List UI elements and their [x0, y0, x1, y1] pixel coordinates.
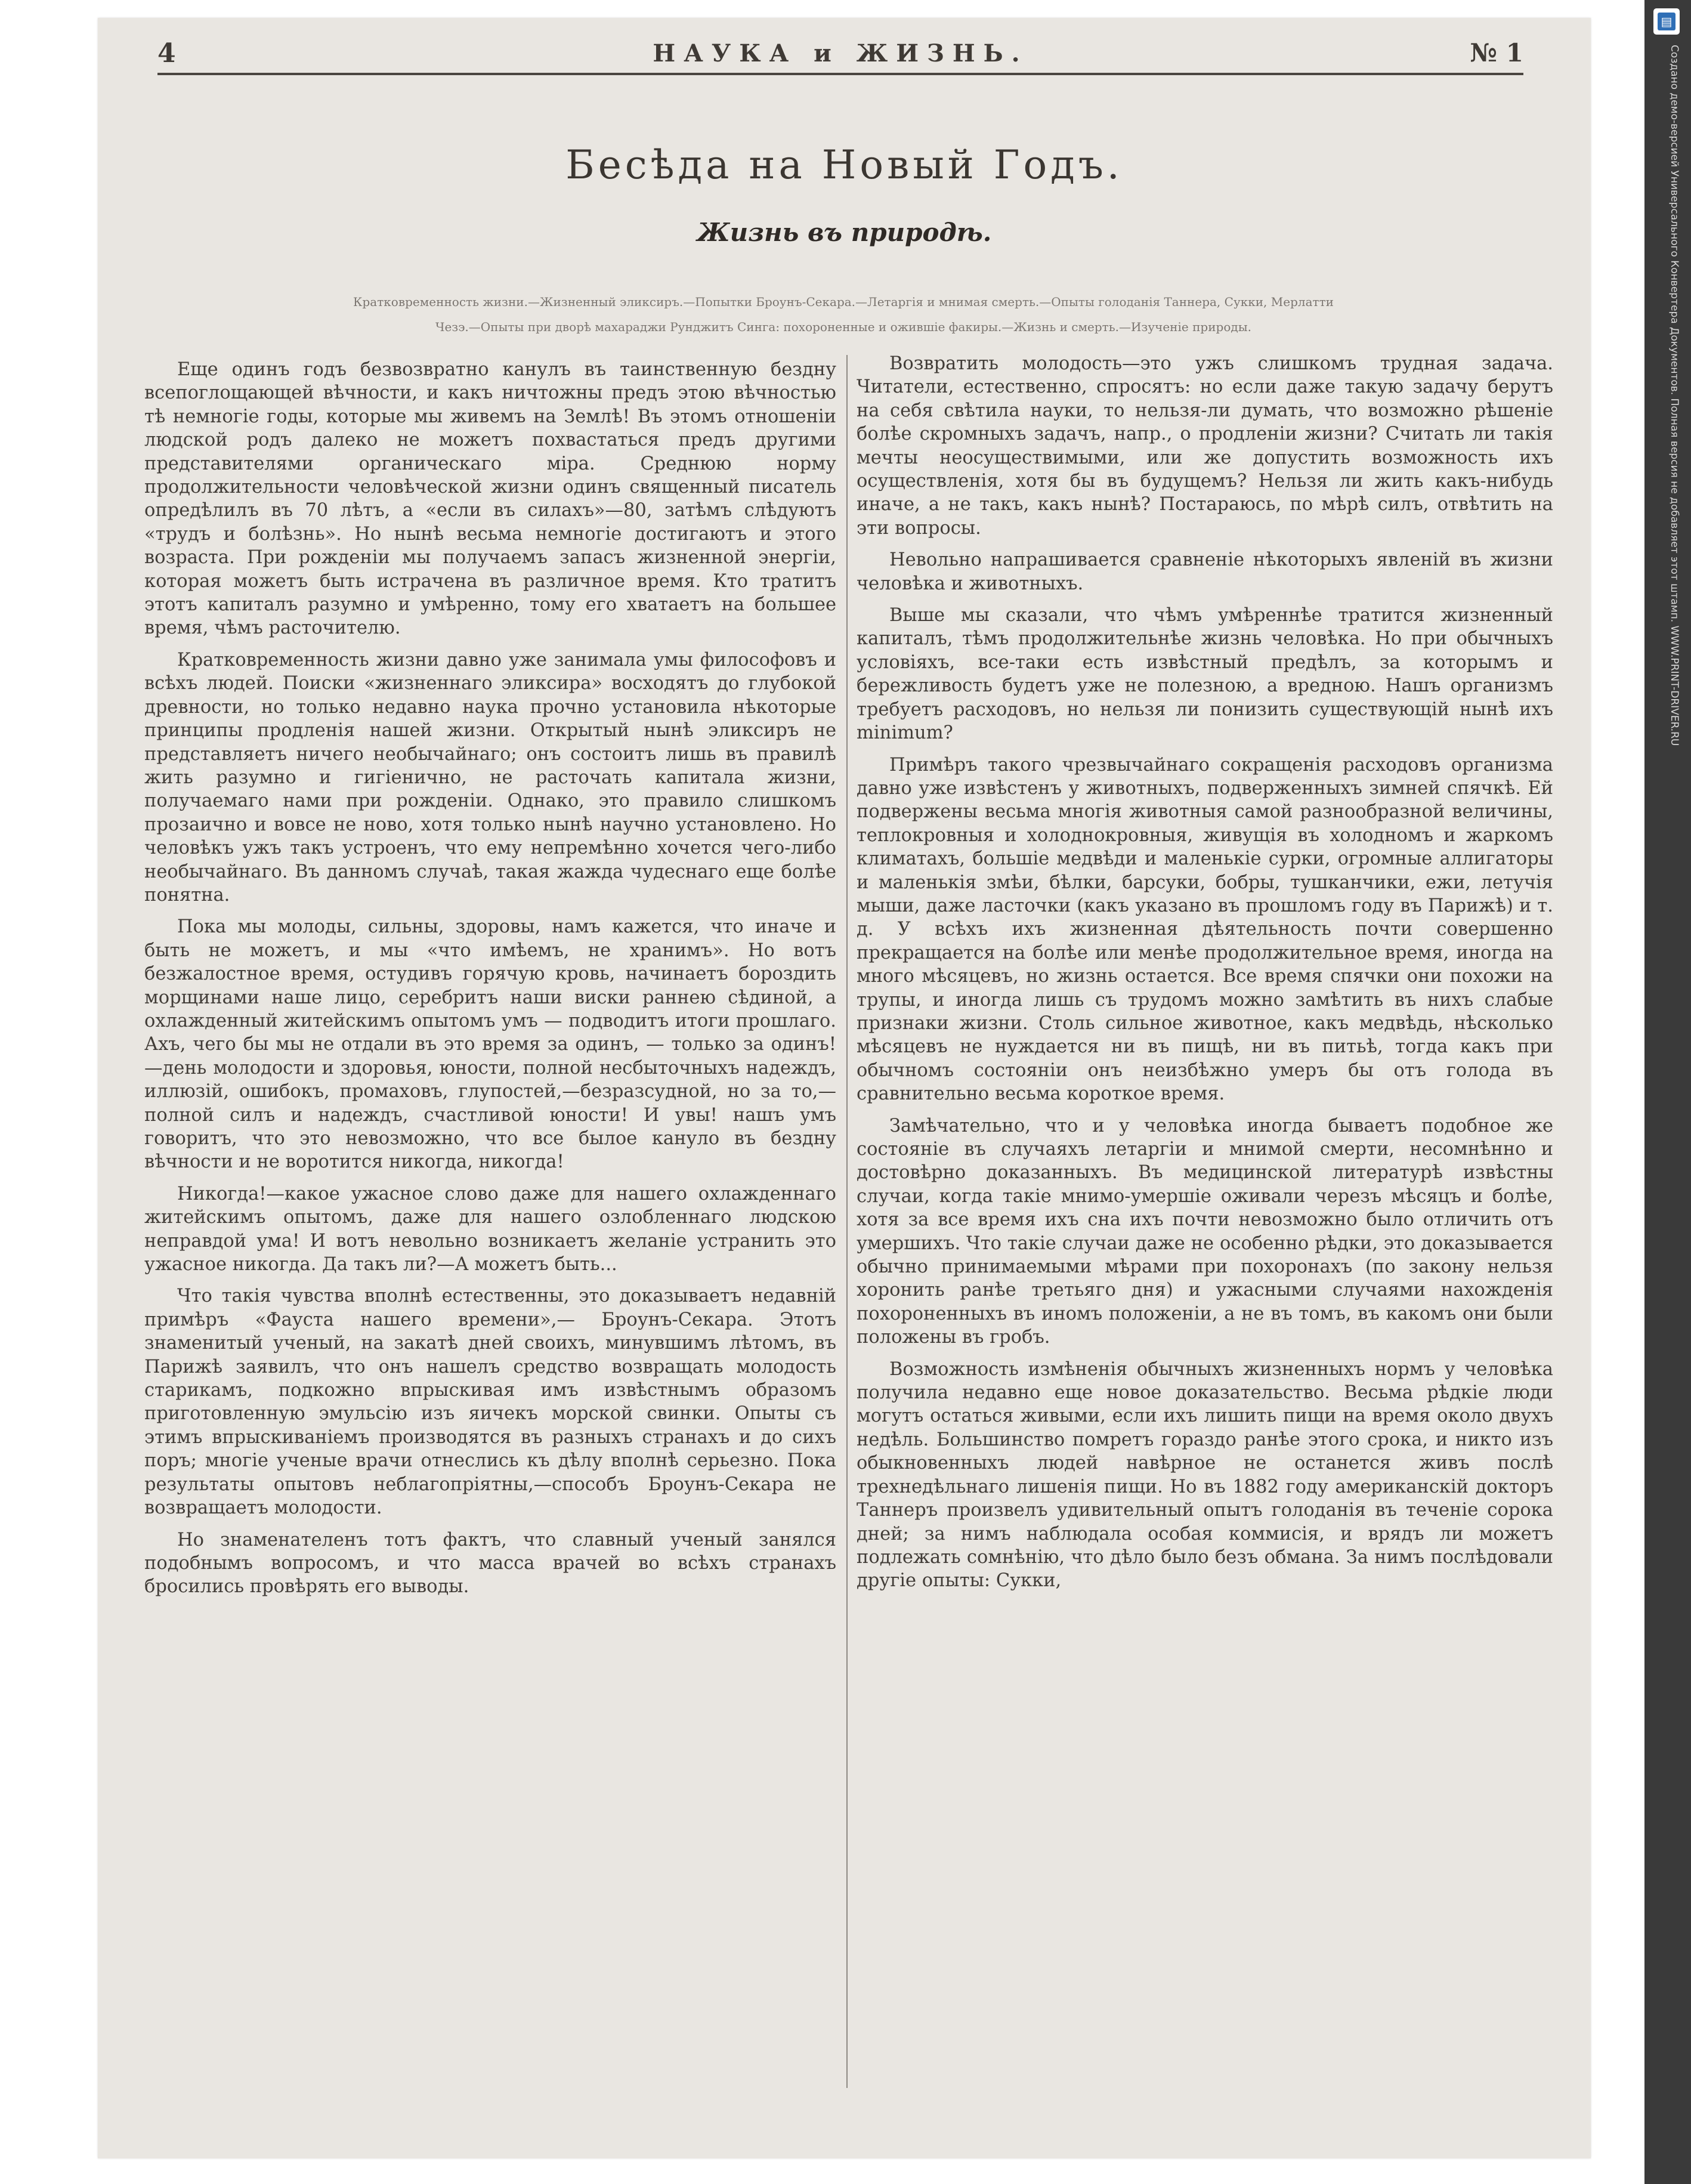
masthead: НАУКА и ЖИЗНЬ.: [653, 39, 1028, 67]
page-header: [157, 32, 1523, 74]
paragraph: Пока мы молоды, сильны, здоровы, намъ кажется, что иначе и быть не можетъ, и мы «что имѣемъ, не хранимъ». Но вотъ безжалостное время, остудивъ горячую кровь, начинаетъ бороздить морщинами наше лицо, серебритъ наши виски раннею сѣдиной, а охлажденный житейскимъ опытомъ умъ — подводитъ итоги прошлаго. Ахъ, чего бы мы не отдали въ это время за одинъ, — только за одинъ!—день молодости и здоровья, юности, полной несбыточныхъ надеждъ, иллюзій, ошибокъ, промаховъ, глупостей,—безразсудной, но за то,—полной силъ и надеждъ, счастливой юности! И увы! нашъ умъ говоритъ, что это невозможно, что все былое кануло въ бездну вѣчности и не воротится никогда, никогда!: [144, 916, 836, 1173]
paragraph: Возвратить молодость—это ужъ слишкомъ трудная задача. Читатели, естественно, спросятъ: но если даже такую задачу берутъ на себя свѣтила науки, то нельзя-ли думать, что возможно рѣшеніе болѣе скромныхъ задачъ, напр., о продленіи жизни? Считать ли такія мечты неосуществимыми, или же допустить возможность ихъ осуществленія, хотя бы въ будущемъ? Нельзя ли жить какъ-нибудь иначе, а не такъ, какъ нынѣ? Постараюсь, по мѣрѣ силъ, отвѣтить на эти вопросы.: [857, 353, 1553, 539]
page-number: 4: [157, 38, 176, 69]
column-divider: [846, 355, 848, 2088]
paragraph: Никогда!—какое ужасное слово даже для нашего охлажденнаго житейскимъ опытомъ, даже для нашего озлобленнаго людскою неправдой ума! И вотъ невольно возникаетъ желаніе устранить это ужасное никогда. Да такъ ли?—А можетъ быть...: [144, 1183, 836, 1275]
demo-watermark-note: Создано демо-версией Универсального Конвертера Документов. Полная версия не добавляет этот штамп. WWW.PRINT-DRIVER.RU: [1668, 45, 1680, 746]
header-rule: [157, 73, 1523, 75]
paragraph: Что такія чувства вполнѣ естественны, это доказываетъ недавній примѣръ «Фауста нашего времени»,— Броунъ-Секара. Этотъ знаменитый ученый, на закатѣ дней своихъ, минувшимъ лѣтомъ, въ Парижѣ заявилъ, что онъ нашелъ средство возвращать молодость старикамъ, подкожно впрыскивая имъ извѣстнымъ образомъ приготовленную эмульсію изъ яичекъ морской свинки. Опыты съ этимъ впрыскиваніемъ производятся въ разныхъ странахъ и до сихъ поръ; многіе ученые врачи отнеслись къ дѣлу вполнѣ серьезно. Пока результаты опытовъ неблагопріятны,—способъ Броунъ-Секара не возвращаетъ молодости.: [144, 1286, 836, 1519]
summary-line: Кратковременность жизни.—Жизненный эликсиръ.—Попытки Броунъ-Секара.—Летаргія и мнимая смерть.—Опыты голоданія Таннера, Сукки, Мерлатти: [353, 295, 1334, 309]
paragraph: Еще одинъ годъ безвозвратно канулъ въ таинственную бездну всепоглощающей вѣчности, и какъ ничтожны предъ этою вѣчностью тѣ немногіе годы, которые мы живемъ на Землѣ! Въ этомъ отношеніи людской родъ далеко не можетъ похвастаться предъ другими представителями органическаго міра. Среднюю норму продолжительности человѣческой жизни одинъ священный писатель опредѣлилъ въ 70 лѣтъ, а «если въ силахъ»—80, затѣмъ слѣдуютъ «трудъ и болѣзнь». Но нынѣ весьма немногіе достигаютъ и этого возраста. При рожденіи мы получаемъ запасъ жизненной энергіи, которая можетъ быть истрачена въ различное время. Кто тратитъ этотъ капиталъ разумно и умѣренно, тому его хватаетъ на большее время, чѣмъ расточителю.: [144, 359, 836, 639]
paragraph: Кратковременность жизни давно уже занимала умы философовъ и всѣхъ людей. Поиски «жизненнаго эликсира» восходятъ до глубокой древности, но только недавно наука прочно установила нѣкоторые принципы продленія нашей жизни. Открытый нынѣ эликсиръ не представляетъ ничего необычайнаго; онъ состоитъ лишь въ правилѣ жить разумно и гигіенично, не расточать капитала жизни, получаемаго нами при рожденіи. Однако, это правило слишкомъ прозаично и вовсе не ново, хотя только нынѣ научно установлено. Но человѣкъ ужъ такъ устроенъ, что ему непремѣнно хочется чего-либо необычайнаго. Въ данномъ случаѣ, такая жажда чудеснаго еще болѣе понятна.: [144, 649, 836, 906]
scanned-page: [98, 18, 1591, 2158]
summary-line: Чезэ.—Опыты при дворѣ махараджи Рунджитъ Синга: похороненные и ожившіе факиры.—Жизнь и смерть.—Изученіе природы.: [435, 320, 1251, 334]
paragraph: Замѣчательно, что и у человѣка иногда бываетъ подобное же состояніе въ случаяхъ летаргіи и мнимой смерти, несомнѣнно и достовѣрно доказанныхъ. Въ медицинской литературѣ извѣстны случаи, когда такіе мнимо-умершіе оживали черезъ мѣсяцъ и болѣе, хотя за все время ихъ сна ихъ почти невозможно было отличить отъ умершихъ. Что такіе случаи даже не особенно рѣдки, это доказывается обычно принимаемыми мѣрами при похоронахъ (по закону нельзя хоронить ранѣе третьяго дня) и ужасными случаями нахожденія похороненныхъ въ иномъ положеніи, а не въ томъ, въ какомъ они были положены въ гробъ.: [857, 1115, 1553, 1348]
paragraph: Но знаменателенъ тотъ фактъ, что славный ученый занялся подобнымъ вопросомъ, и что масса врачей во всѣхъ странахъ бросились провѣрять его выводы.: [144, 1529, 836, 1598]
paragraph: Невольно напрашивается сравненіе нѣкоторыхъ явленій въ жизни человѣка и животныхъ.: [857, 549, 1553, 594]
paragraph: Примѣръ такого чрезвычайнаго сокращенія расходовъ организма давно уже извѣстенъ у животныхъ, подверженныхъ зимней спячкѣ. Ей подвержены весьма многія животныя самой разнообразной величины, теплокровныя и холоднокровныя, живущія въ холодномъ и жаркомъ климатахъ, большіе медвѣди и маленькіе сурки, огромные аллигаторы и маленькія змѣи, бѣлки, барсуки, бобры, тушканчики, ежи, летучія мыши, даже ласточки (какъ указано въ прошломъ году въ Парижѣ) и т. д. У всѣхъ ихъ жизненная дѣятельность почти совершенно прекращается на болѣе или менѣе продолжительное время, иногда на много мѣсяцевъ, но жизнь остается. Все время спячки они похожи на трупы, и иногда лишь съ трудомъ можно замѣтить въ нихъ слабые признаки жизни. Столь сильное животное, какъ медвѣдь, нѣсколько мѣсяцевъ не нуждается ни въ пищѣ, ни въ питьѣ, тогда какъ при обычномъ состояніи онъ неизбѣжно умеръ бы отъ голода въ сравнительно весьма короткое время.: [857, 754, 1553, 1105]
file-icon[interactable]: [1653, 8, 1680, 35]
file-icon-glyph: ▤: [1658, 13, 1675, 30]
left-column: [144, 358, 836, 2130]
issue-number: № 1: [1470, 38, 1523, 67]
article-summary: [146, 289, 1541, 339]
article-subtitle: Жизнь въ природѣ.: [697, 218, 992, 247]
right-column: [857, 352, 1553, 2124]
converter-sidebar: [1644, 0, 1691, 2184]
paragraph: Выше мы сказали, что чѣмъ умѣреннѣе тратится жизненный капиталъ, тѣмъ продолжительнѣе жизнь человѣка. Но при обычныхъ условіяхъ, все-таки есть извѣстный предѣлъ, за которымъ и бережливость будетъ уже не полезною, а вредною. Нашъ организмъ требуетъ расходовъ, но нельзя ли понизить существующій нынѣ ихъ minimum?: [857, 605, 1553, 744]
article-title: Бесѣда на Новый Годъ.: [565, 142, 1123, 188]
paragraph: Возможность измѣненія обычныхъ жизненныхъ нормъ у человѣка получила недавно еще новое доказательство. Весьма рѣдкіе люди могутъ остаться живыми, если ихъ лишить пищи на время около двухъ недѣль. Большинство помретъ гораздо ранѣе этого срока, и никто изъ обыкновенныхъ людей навѣрное не останется живъ послѣ трехнедѣльнаго лишенія пищи. Но въ 1882 году американскій докторъ Таннеръ произвелъ удивительный опытъ голоданія въ теченіе сорока дней; за нимъ наблюдала особая коммисія, и врядъ ли можетъ подлежать сомнѣнію, что дѣло было безъ обмана. За нимъ послѣдовали другіе опыты: Сукки,: [857, 1358, 1553, 1592]
